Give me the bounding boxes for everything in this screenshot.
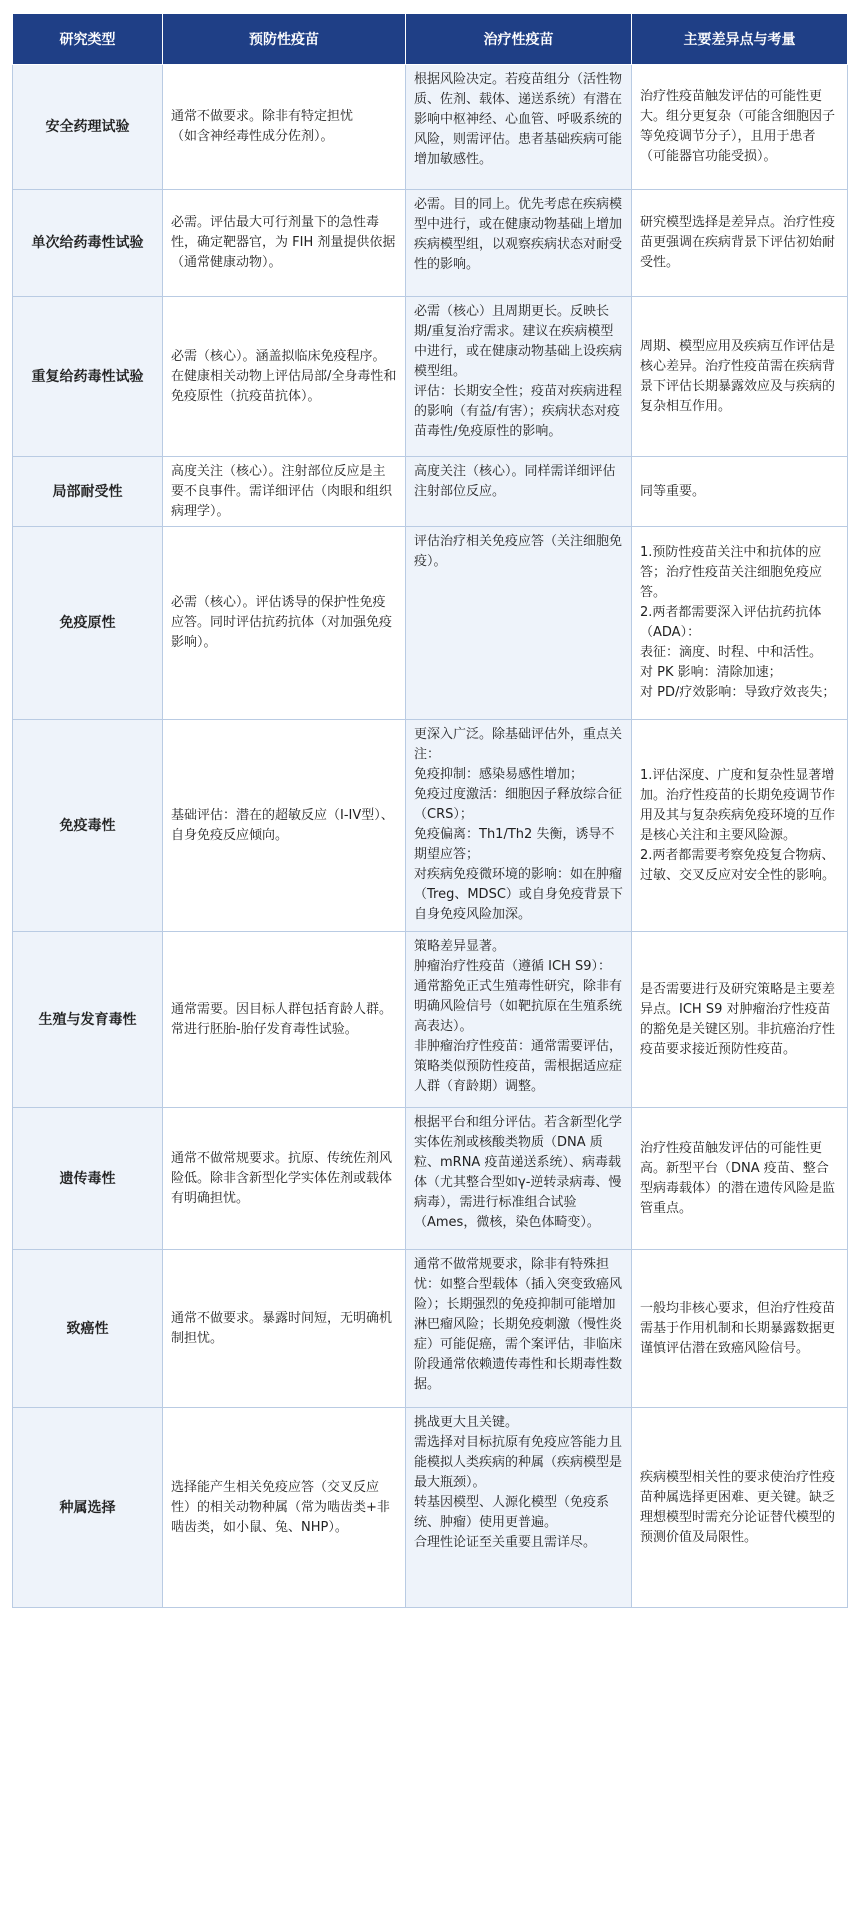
table-row <box>13 297 848 457</box>
difference-cell: 1.预防性疫苗关注中和抗体的应答；治疗性疫苗关注细胞免疫应答。 2.两者都需要深入评估抗药抗体（ADA）： 表征：滴度、时程、中和活性。 对 PK 影响：清除加速； 对 PD/疗效影响：导致疗效丧失； <box>632 527 848 720</box>
therapeutic-cell: 策略差异显著。 肿瘤治疗性疫苗（遵循 ICH S9）：通常豁免正式生殖毒性研究，除非有明确风险信号（如靶抗原在生殖系统高表达）。 非肿瘤治疗性疫苗：通常需要评估，策略类似预防性疫苗，需根据适应症人群（育龄期）调整。 <box>406 932 632 1108</box>
table-row <box>13 1250 848 1408</box>
header-key-differences: 主要差异点与考量 <box>632 14 848 65</box>
row-category: 生殖与发育毒性 <box>13 932 163 1108</box>
table-row <box>13 1408 848 1608</box>
row-category: 种属选择 <box>13 1408 163 1608</box>
therapeutic-cell: 必需（核心）且周期更长。反映长期/重复治疗需求。建议在疾病模型中进行，或在健康动物基础上设疾病模型组。 评估：长期安全性；疫苗对疾病进程的影响（有益/有害）；疾病状态对疫苗毒性/免疫原性的影响。 <box>406 297 632 457</box>
header-row <box>13 14 848 65</box>
header-preventive-vaccine: 预防性疫苗 <box>163 14 406 65</box>
difference-cell: 治疗性疫苗触发评估的可能性更大。组分更复杂（可能含细胞因子等免疫调节分子），且用于患者（可能器官功能受损）。 <box>632 65 848 190</box>
difference-cell: 1.评估深度、广度和复杂性显著增加。治疗性疫苗的长期免疫调节作用及其与复杂疾病免疫环境的互作是核心关注和主要风险源。 2.两者都需要考察免疫复合物病、过敏、交叉反应对安全性的影响。 <box>632 720 848 932</box>
therapeutic-cell: 更深入广泛。除基础评估外，重点关注： 免疫抑制：感染易感性增加； 免疫过度激活：细胞因子释放综合征（CRS）； 免疫偏离：Th1/Th2 失衡，诱导不期望应答； 对疾病免疫微环境的影响：如在肿瘤（Treg、MDSC）或自身免疫背景下自身免疫风险加深。 <box>406 720 632 932</box>
therapeutic-cell: 通常不做常规要求，除非有特殊担忧：如整合型载体（插入突变致癌风险）；长期强烈的免疫抑制可能增加淋巴瘤风险；长期免疫刺激（慢性炎症）可能促癌，需个案评估，非临床阶段通常依赖遗传毒性和长期毒性数据。 <box>406 1250 632 1408</box>
preventive-cell: 必需。评估最大可行剂量下的急性毒性，确定靶器官，为 FIH 剂量提供依据（通常健康动物）。 <box>163 190 406 297</box>
therapeutic-cell: 根据风险决定。若疫苗组分（活性物质、佐剂、载体、递送系统）有潜在影响中枢神经、心血管、呼吸系统的风险，则需评估。患者基础疾病可能增加敏感性。 <box>406 65 632 190</box>
difference-cell: 周期、模型应用及疾病互作评估是核心差异。治疗性疫苗需在疾病背景下评估长期暴露效应及与疾病的复杂相互作用。 <box>632 297 848 457</box>
row-category: 遗传毒性 <box>13 1108 163 1250</box>
preventive-cell: 高度关注（核心）。注射部位反应是主要不良事件。需详细评估（肉眼和组织病理学）。 <box>163 457 406 527</box>
table-row <box>13 1108 848 1250</box>
row-category: 免疫毒性 <box>13 720 163 932</box>
table-row <box>13 527 848 720</box>
difference-cell: 治疗性疫苗触发评估的可能性更高。新型平台（DNA 疫苗、整合型病毒载体）的潜在遗传风险是监管重点。 <box>632 1108 848 1250</box>
therapeutic-cell: 根据平台和组分评估。若含新型化学实体佐剂或核酸类物质（DNA 质粒、mRNA 疫苗递送系统）、病毒载体（尤其整合型如γ-逆转录病毒、慢病毒），需进行标准组合试验（Ames，微核，染色体畸变）。 <box>406 1108 632 1250</box>
therapeutic-cell: 评估治疗相关免疫应答（关注细胞免疫）。 <box>406 527 632 720</box>
therapeutic-cell: 挑战更大且关键。 需选择对目标抗原有免疫应答能力且能模拟人类疾病的种属（疾病模型是最大瓶颈）。 转基因模型、人源化模型（免疫系统、肿瘤）使用更普遍。 合理性论证至关重要且需详尽。 <box>406 1408 632 1608</box>
header-study-type: 研究类型 <box>13 14 163 65</box>
comparison-table <box>12 13 848 1608</box>
difference-cell: 同等重要。 <box>632 457 848 527</box>
table-row <box>13 457 848 527</box>
preventive-cell: 必需（核心）。评估诱导的保护性免疫应答。同时评估抗药抗体（对加强免疫影响）。 <box>163 527 406 720</box>
table-row <box>13 190 848 297</box>
comparison-table-container <box>12 13 847 1608</box>
difference-cell: 研究模型选择是差异点。治疗性疫苗更强调在疾病背景下评估初始耐受性。 <box>632 190 848 297</box>
preventive-cell: 基础评估：潜在的超敏反应（I-IV型）、自身免疫反应倾向。 <box>163 720 406 932</box>
header-therapeutic-vaccine: 治疗性疫苗 <box>406 14 632 65</box>
preventive-cell: 通常不做要求。除非有特定担忧 （如含神经毒性成分佐剂）。 <box>163 65 406 190</box>
preventive-cell: 通常不做常规要求。抗原、传统佐剂风险低。除非含新型化学实体佐剂或载体有明确担忧。 <box>163 1108 406 1250</box>
therapeutic-cell: 高度关注（核心）。同样需详细评估注射部位反应。 <box>406 457 632 527</box>
difference-cell: 疾病模型相关性的要求使治疗性疫苗种属选择更困难、更关键。缺乏理想模型时需充分论证替代模型的预测价值及局限性。 <box>632 1408 848 1608</box>
table-row <box>13 932 848 1108</box>
table-row <box>13 65 848 190</box>
row-category: 致癌性 <box>13 1250 163 1408</box>
table-row <box>13 720 848 932</box>
difference-cell: 是否需要进行及研究策略是主要差异点。ICH S9 对肿瘤治疗性疫苗的豁免是关键区别。非抗癌治疗性疫苗要求接近预防性疫苗。 <box>632 932 848 1108</box>
preventive-cell: 选择能产生相关免疫应答（交叉反应性）的相关动物种属（常为啮齿类+非啮齿类，如小鼠、兔、NHP）。 <box>163 1408 406 1608</box>
row-category: 局部耐受性 <box>13 457 163 527</box>
row-category: 安全药理试验 <box>13 65 163 190</box>
row-category: 重复给药毒性试验 <box>13 297 163 457</box>
row-category: 免疫原性 <box>13 527 163 720</box>
preventive-cell: 必需（核心）。涵盖拟临床免疫程序。在健康相关动物上评估局部/全身毒性和免疫原性（抗疫苗抗体）。 <box>163 297 406 457</box>
difference-cell: 一般均非核心要求，但治疗性疫苗需基于作用机制和长期暴露数据更谨慎评估潜在致癌风险信号。 <box>632 1250 848 1408</box>
preventive-cell: 通常不做要求。暴露时间短，无明确机制担忧。 <box>163 1250 406 1408</box>
therapeutic-cell: 必需。目的同上。优先考虑在疾病模型中进行，或在健康动物基础上增加疾病模型组，以观察疾病状态对耐受性的影响。 <box>406 190 632 297</box>
preventive-cell: 通常需要。因目标人群包括育龄人群。常进行胚胎-胎仔发育毒性试验。 <box>163 932 406 1108</box>
row-category: 单次给药毒性试验 <box>13 190 163 297</box>
